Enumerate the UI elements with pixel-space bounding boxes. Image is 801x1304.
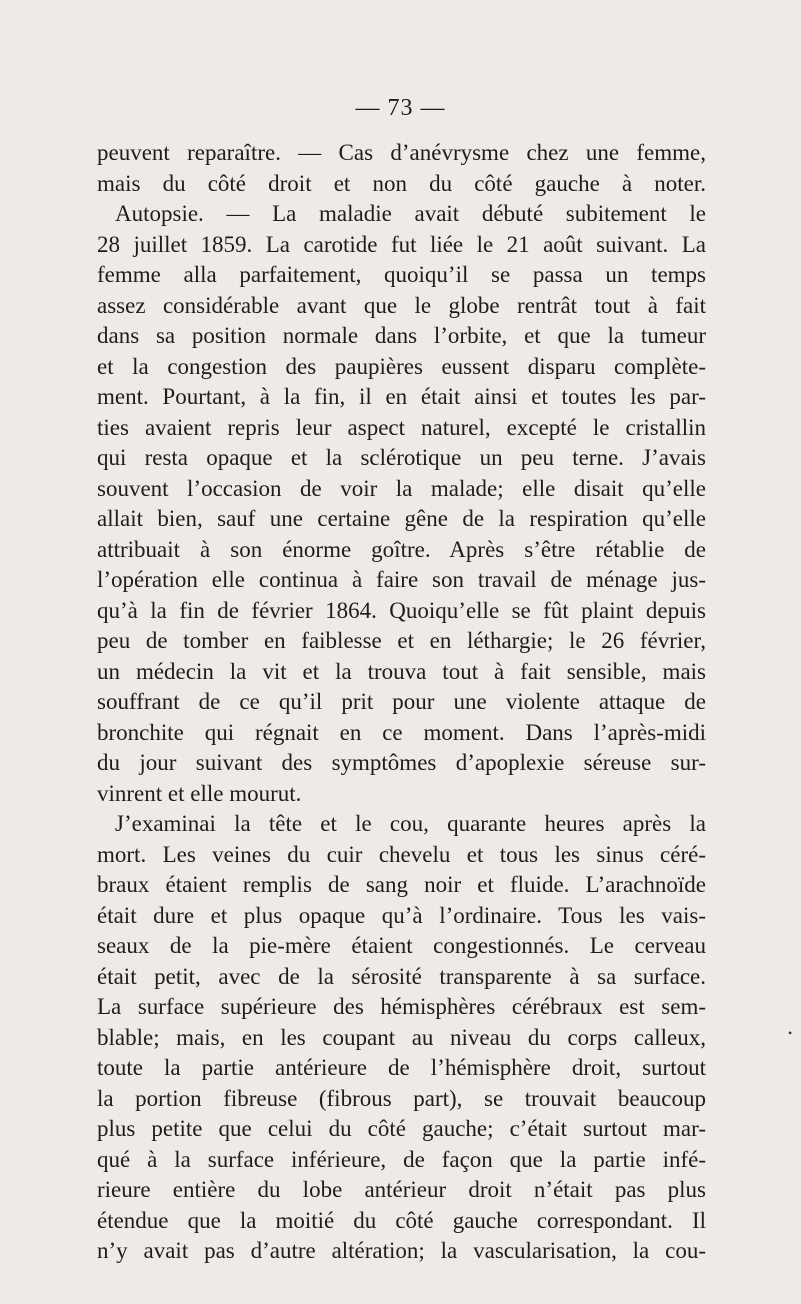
text-line: seaux de la pie-mère étaient congestionnés. Le cerveau <box>97 933 706 958</box>
text-line: qu’à la fin de février 1864. Quoiqu’elle se fût plaint depuis <box>97 597 706 623</box>
text-line: braux étaient remplis de sang noir et fluide. L’arachnoïde <box>97 872 706 897</box>
text-line: était dure et plus opaque qu’à l’ordinaire. Tous les vais- <box>97 902 706 928</box>
margin-mark: • <box>788 1026 793 1040</box>
text-line: peuvent reparaître. — Cas d’anévrysme chez une femme, <box>97 140 706 165</box>
text-line: Autopsie. — La maladie avait débuté subitement le <box>115 201 706 226</box>
text-line: souffrant de ce qu’il prit pour une violente attaque de <box>97 689 706 714</box>
text-line: femme alla parfaitement, quoiqu’il se passa un temps <box>97 262 706 287</box>
text-line: du jour suivant des symptômes d’apoplexie séreuse sur- <box>97 750 706 775</box>
text-line: mort. Les veines du cuir chevelu et tous les sinus céré- <box>97 841 706 867</box>
text-line: rieure entière du lobe antérieur droit n’était pas plus <box>97 1177 706 1202</box>
body-text <box>97 138 706 1267</box>
text-line: J’examinai la tête et le cou, quarante heures après la <box>115 811 706 836</box>
text-line: mais du côté droit et non du côté gauche à noter. <box>97 170 706 196</box>
page-number: — 73 — <box>355 95 446 121</box>
text-line: n’y avait pas d’autre altération; la vascularisation, la cou- <box>97 1238 706 1263</box>
text-line: assez considérable avant que le globe rentrât tout à fait <box>97 292 706 318</box>
text-line: un médecin la vit et la trouva tout à fait sensible, mais <box>97 658 706 684</box>
text-line: bronchite qui régnait en ce moment. Dans l’après-midi <box>97 719 706 745</box>
text-line: la portion fibreuse (fibrous part), se trouvait beaucoup <box>97 1085 706 1111</box>
text-line: ties avaient repris leur aspect naturel, excepté le cristallin <box>97 414 706 440</box>
text-line: souvent l’occasion de voir la malade; elle disait qu’elle <box>97 475 706 501</box>
text-line: dans sa position normale dans l’orbite, et que la tumeur <box>97 323 706 348</box>
text-line: était petit, avec de la sérosité transparente à sa surface. <box>97 963 706 989</box>
text-line: attribuait à son énorme goître. Après s’être rétablie de <box>97 536 706 562</box>
text-line: 28 juillet 1859. La carotide fut liée le 21 août suivant. La <box>97 231 706 257</box>
text-line: La surface supérieure des hémisphères cérébraux est sem- <box>97 994 706 1019</box>
text-line: et la congestion des paupières eussent disparu complète- <box>97 353 706 379</box>
text-line: vinrent et elle mourut. <box>97 780 302 806</box>
text-line: blable; mais, en les coupant au niveau du corps calleux, <box>97 1024 706 1050</box>
text-line: étendue que la moitié du côté gauche correspondant. Il <box>97 1207 706 1233</box>
text-line: peu de tomber en faiblesse et en léthargie; le 26 février, <box>97 628 706 653</box>
text-line: l’opération elle continua à faire son travail de ménage jus- <box>97 567 706 592</box>
text-line: qué à la surface inférieure, de façon que la partie infé- <box>97 1146 706 1172</box>
text-line: toute la partie antérieure de l’hémisphère droit, surtout <box>97 1055 706 1080</box>
text-line: ment. Pourtant, à la fin, il en était ainsi et toutes les par- <box>97 384 706 409</box>
text-line: qui resta opaque et la sclérotique un peu terne. J’avais <box>97 445 706 470</box>
text-line: allait bien, sauf une certaine gêne de la respiration qu’elle <box>97 506 706 531</box>
text-line: plus petite que celui du côté gauche; c’était surtout mar- <box>97 1116 706 1141</box>
